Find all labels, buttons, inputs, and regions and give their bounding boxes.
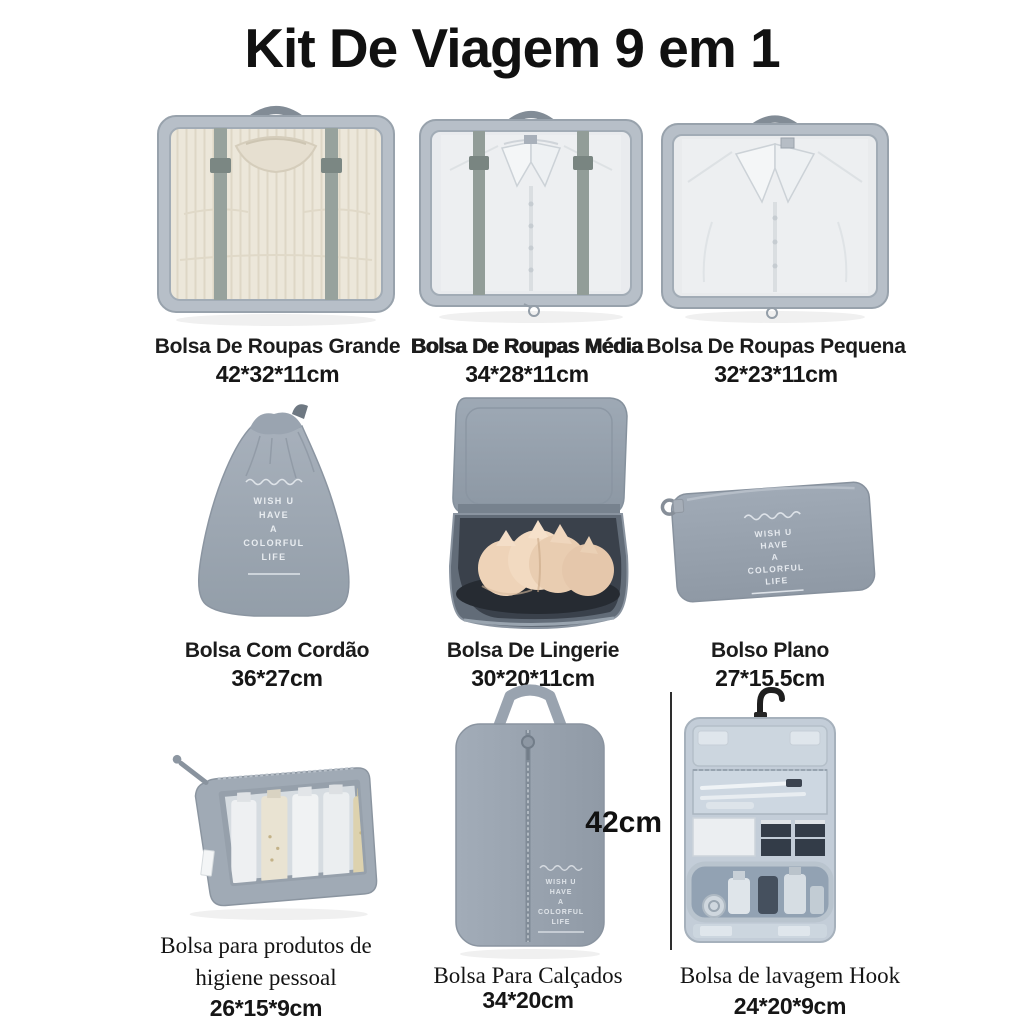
- svg-text:LIFE: LIFE: [764, 575, 789, 587]
- product-image-bolsa-com-cordao: [168, 392, 380, 636]
- product-image-bolsa-roupas-media: [410, 98, 652, 326]
- lingerie-case-illustration: [426, 388, 648, 632]
- top-flap: [693, 726, 827, 766]
- svg-text:COLORFUL: COLORFUL: [747, 561, 805, 576]
- product-image-bolsa-higiene: [148, 736, 392, 922]
- product-dims: 32*23*11cm: [714, 361, 838, 387]
- product-dims: 42*32*11cm: [215, 361, 340, 387]
- height-measure-line: [670, 692, 672, 950]
- product-name-line1: Bolsa para produtos de: [160, 933, 372, 958]
- zipper-ring: [662, 499, 684, 514]
- svg-text:A: A: [771, 551, 780, 563]
- product-image-bolso-plano: [656, 448, 890, 626]
- height-measure-label: 42cm: [585, 806, 662, 839]
- shadow: [439, 311, 623, 323]
- shadow: [460, 949, 600, 959]
- bottom-flap: [693, 924, 827, 938]
- hanger-hook: [754, 690, 782, 719]
- carry-handle: [498, 690, 562, 728]
- product-name: Bolsa De Roupas Grande: [154, 335, 401, 358]
- svg-text:A: A: [558, 899, 564, 906]
- svg-text:HAVE: HAVE: [760, 538, 789, 551]
- svg-text:WISH U: WISH U: [253, 496, 295, 506]
- hanging-wash-bag-illustration: [676, 680, 844, 952]
- product-dims: 26*15*9cm: [209, 995, 323, 1021]
- open-lid: [453, 398, 627, 514]
- product-name: Bolsa De Lingerie: [446, 639, 620, 662]
- svg-text:HAVE: HAVE: [259, 510, 289, 520]
- svg-text:WISH U: WISH U: [545, 879, 577, 886]
- bag-body: [199, 426, 349, 616]
- folded-shirt: [682, 138, 868, 293]
- svg-text:LIFE: LIFE: [261, 552, 287, 562]
- drawstring-bag-illustration: [168, 392, 380, 636]
- packing-cube-sweater-illustration: [146, 92, 406, 330]
- shadow: [176, 314, 376, 326]
- product-name: Bolsa de lavagem Hook: [679, 963, 901, 988]
- mesh-pocket: [693, 770, 827, 814]
- product-image-bolsa-roupas-pequena: [652, 102, 898, 326]
- toiletry-bag-illustration: [148, 736, 392, 922]
- product-name: Bolsa Com Cordão: [184, 639, 370, 662]
- svg-text:COLORFUL: COLORFUL: [243, 538, 305, 548]
- product-dims: 30*20*11cm: [471, 665, 595, 691]
- svg-text:A: A: [270, 524, 278, 534]
- bottom-pouch: [689, 864, 831, 920]
- product-name: Bolsa Para Calçados: [433, 963, 623, 988]
- shadow: [190, 908, 368, 920]
- product-dims: 36*27cm: [231, 665, 323, 691]
- product-name: Bolsa De Roupas Pequena: [646, 335, 906, 358]
- svg-text:LIFE: LIFE: [551, 919, 571, 926]
- packing-cube-shirt-illustration: [410, 98, 652, 326]
- page-title: Kit De Viagem 9 em 1: [244, 17, 780, 79]
- flat-pouch-illustration: [656, 448, 890, 626]
- svg-text:WISH U: WISH U: [754, 526, 793, 540]
- product-name: Bolso Plano: [710, 639, 830, 662]
- product-dims: 34*28*11cm: [465, 361, 589, 387]
- product-name-line2: higiene pessoal: [195, 965, 337, 990]
- product-image-bolsa-lavagem-hook: [676, 680, 844, 952]
- product-dims: 34*20cm: [482, 987, 574, 1013]
- svg-text:HAVE: HAVE: [549, 889, 573, 896]
- packing-cube-shirt-small-illustration: [652, 102, 898, 326]
- folded-shirt: [441, 135, 621, 291]
- svg-text:COLORFUL: COLORFUL: [537, 909, 585, 916]
- product-dims: 24*20*9cm: [733, 993, 847, 1019]
- product-image-bolsa-de-lingerie: [426, 388, 648, 632]
- product-name: Bolsa De Roupas Média: [411, 335, 643, 358]
- product-dims: 27*15.5cm: [715, 665, 825, 691]
- product-image-bolsa-roupas-grande: [146, 92, 406, 330]
